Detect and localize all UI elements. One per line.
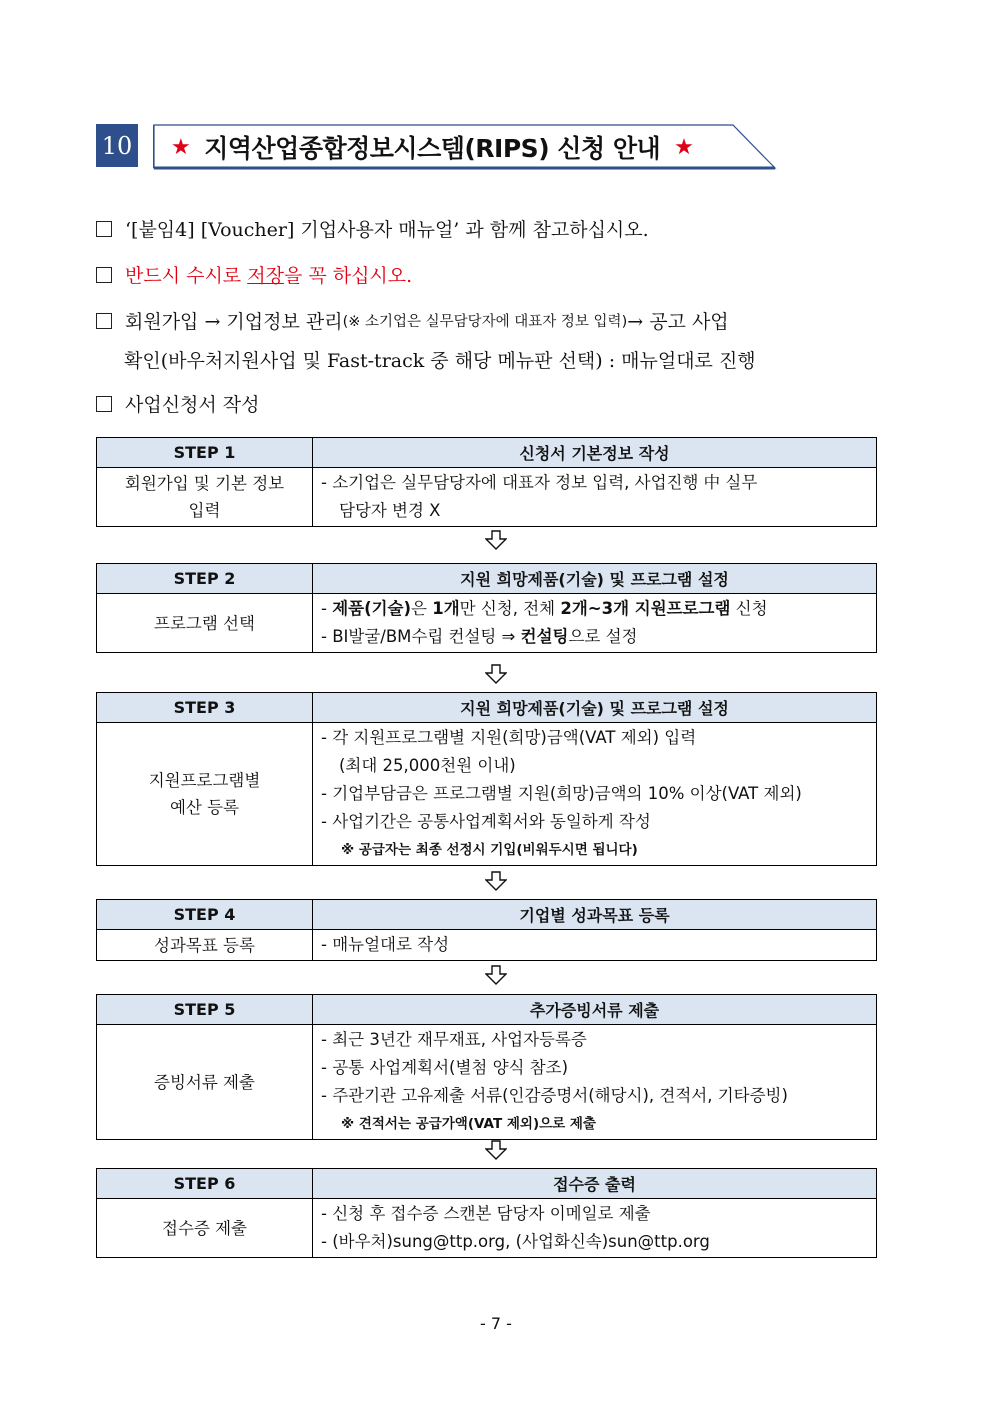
step-label: STEP 3	[97, 693, 313, 723]
description-line: - 기업부담금은 프로그램별 지원(희망)금액의 10% 이상(VAT 제외)	[321, 784, 802, 803]
step-description	[313, 723, 877, 866]
step-label: STEP 4	[97, 900, 313, 930]
description-line: - (바우처)sung@ttp.org, (사업화신속)sun@ttp.org	[321, 1232, 710, 1251]
checkbox-square-icon	[96, 313, 112, 329]
step-title: 접수증 출력	[313, 1169, 877, 1199]
text-part: 신청	[730, 599, 768, 618]
step-description	[313, 594, 877, 653]
step-category	[97, 723, 313, 866]
bullet-save-notice	[96, 261, 412, 288]
section-title	[171, 130, 693, 164]
text-part: 만 신청, 전체	[459, 599, 561, 618]
step-description	[313, 1199, 877, 1258]
bullet-text: ‘[붙임4] [Voucher] 기업사용자 매뉴얼’ 과 함께 참고하십시오.	[125, 219, 649, 241]
description-line: (최대 25,000천원 이내)	[339, 756, 516, 775]
step-category: 성과목표 등록	[97, 930, 313, 961]
bold-text: 컨설팅	[520, 627, 569, 646]
section-header	[96, 124, 780, 170]
step-description	[313, 930, 877, 961]
text-part: - BI발굴/BM수립 컨설팅 ⇒	[321, 627, 521, 646]
bullet-text-part: 을 꼭 하십시오.	[283, 265, 413, 287]
checkbox-square-icon	[96, 221, 112, 237]
checkbox-square-icon	[96, 267, 112, 283]
step-category-line: 예산 등록	[169, 798, 239, 817]
section-title-label: 지역산업종합정보시스템(RIPS) 신청 안내	[204, 134, 661, 163]
star-icon: ★	[674, 134, 694, 160]
bullet-application-form	[96, 390, 260, 417]
text-part: -	[321, 599, 333, 618]
checkbox-square-icon	[96, 396, 112, 412]
down-arrow-icon	[485, 871, 507, 891]
step-title: 추가증빙서류 제출	[313, 995, 877, 1025]
step-label: STEP 6	[97, 1169, 313, 1199]
description-line: - 주관기관 고유제출 서류(인감증명서(해당시), 견적서, 기타증빙)	[321, 1086, 788, 1105]
step-1-table	[96, 437, 877, 527]
bullet-manual-reference	[96, 215, 649, 242]
description-line	[321, 623, 868, 651]
bullet-small-note: (※ 소기업은 실무담당자에 대표자 정보 입력)	[342, 314, 628, 330]
underlined-save-word: 저장	[247, 265, 284, 287]
description-line: - 소기업은 실무담당자에 대표자 정보 입력, 사업진행 中 실무	[321, 473, 758, 492]
step-label: STEP 5	[97, 995, 313, 1025]
description-line: 담당자 변경 X	[339, 501, 441, 520]
description-line: - 각 지원프로그램별 지원(희망)금액(VAT 제외) 입력	[321, 728, 697, 747]
down-arrow-icon	[485, 530, 507, 550]
step-3-table	[96, 692, 877, 866]
step-description	[313, 1025, 877, 1140]
bullet-text	[125, 261, 412, 288]
description-note: ※ 공급자는 최종 선정시 기입(비워두시면 됩니다)	[341, 842, 638, 858]
bold-text: 제품(기술)	[332, 599, 412, 618]
bullet-text: 사업신청서 작성	[125, 394, 260, 416]
star-icon: ★	[171, 134, 191, 160]
step-title: 지원 희망제품(기술) 및 프로그램 설정	[313, 564, 877, 594]
down-arrow-icon	[485, 1140, 507, 1160]
step-title: 기업별 성과목표 등록	[313, 900, 877, 930]
bullet-text-part: 반드시 수시로	[125, 265, 248, 287]
step-category: 프로그램 선택	[97, 594, 313, 653]
page-number: - 7 -	[480, 1314, 512, 1333]
step-category	[97, 468, 313, 527]
description-line: - 신청 후 접수증 스캔본 담당자 이메일로 제출	[321, 1204, 651, 1223]
description-line: - 최근 3년간 재무재표, 사업자등록증	[321, 1030, 587, 1049]
bullet-process-flow	[96, 307, 729, 334]
description-line	[321, 595, 868, 623]
bullet-text-part: 회원가입 → 기업정보 관리	[125, 311, 343, 333]
step-category-line: 입력	[188, 501, 221, 520]
step-category: 증빙서류 제출	[97, 1025, 313, 1140]
section-title-box	[153, 124, 779, 170]
step-5-table	[96, 994, 877, 1140]
section-number: 10	[96, 124, 138, 167]
step-label: STEP 2	[97, 564, 313, 594]
step-6-table	[96, 1168, 877, 1258]
down-arrow-icon	[485, 965, 507, 985]
step-category-line: 회원가입 및 기본 정보	[124, 474, 285, 493]
step-2-table	[96, 563, 877, 653]
text-part: 은	[411, 599, 433, 618]
step-category: 접수증 제출	[97, 1199, 313, 1258]
step-title: 지원 희망제품(기술) 및 프로그램 설정	[313, 693, 877, 723]
text-part: 으로 설정	[568, 627, 638, 646]
down-arrow-icon	[485, 664, 507, 684]
description-line: - 공통 사업계획서(별첨 양식 참조)	[321, 1058, 569, 1077]
description-line: - 매뉴얼대로 작성	[321, 935, 450, 954]
step-description	[313, 468, 877, 527]
bullet-text-part: → 공고 사업	[627, 311, 729, 333]
step-category-line: 지원프로그램별	[148, 771, 261, 790]
bullet-process-flow-line2: 확인(바우처지원사업 및 Fast-track 중 해당 메뉴판 선택) : 매뉴얼대로 진행	[124, 350, 756, 372]
description-note: ※ 견적서는 공급가액(VAT 제외)으로 제출	[341, 1116, 596, 1132]
step-title: 신청서 기본정보 작성	[313, 438, 877, 468]
description-line: - 사업기간은 공통사업계획서와 동일하게 작성	[321, 812, 651, 831]
bold-text: 2개~3개 지원프로그램	[560, 599, 731, 618]
bold-text: 1개	[432, 599, 460, 618]
step-4-table	[96, 899, 877, 961]
step-label: STEP 1	[97, 438, 313, 468]
